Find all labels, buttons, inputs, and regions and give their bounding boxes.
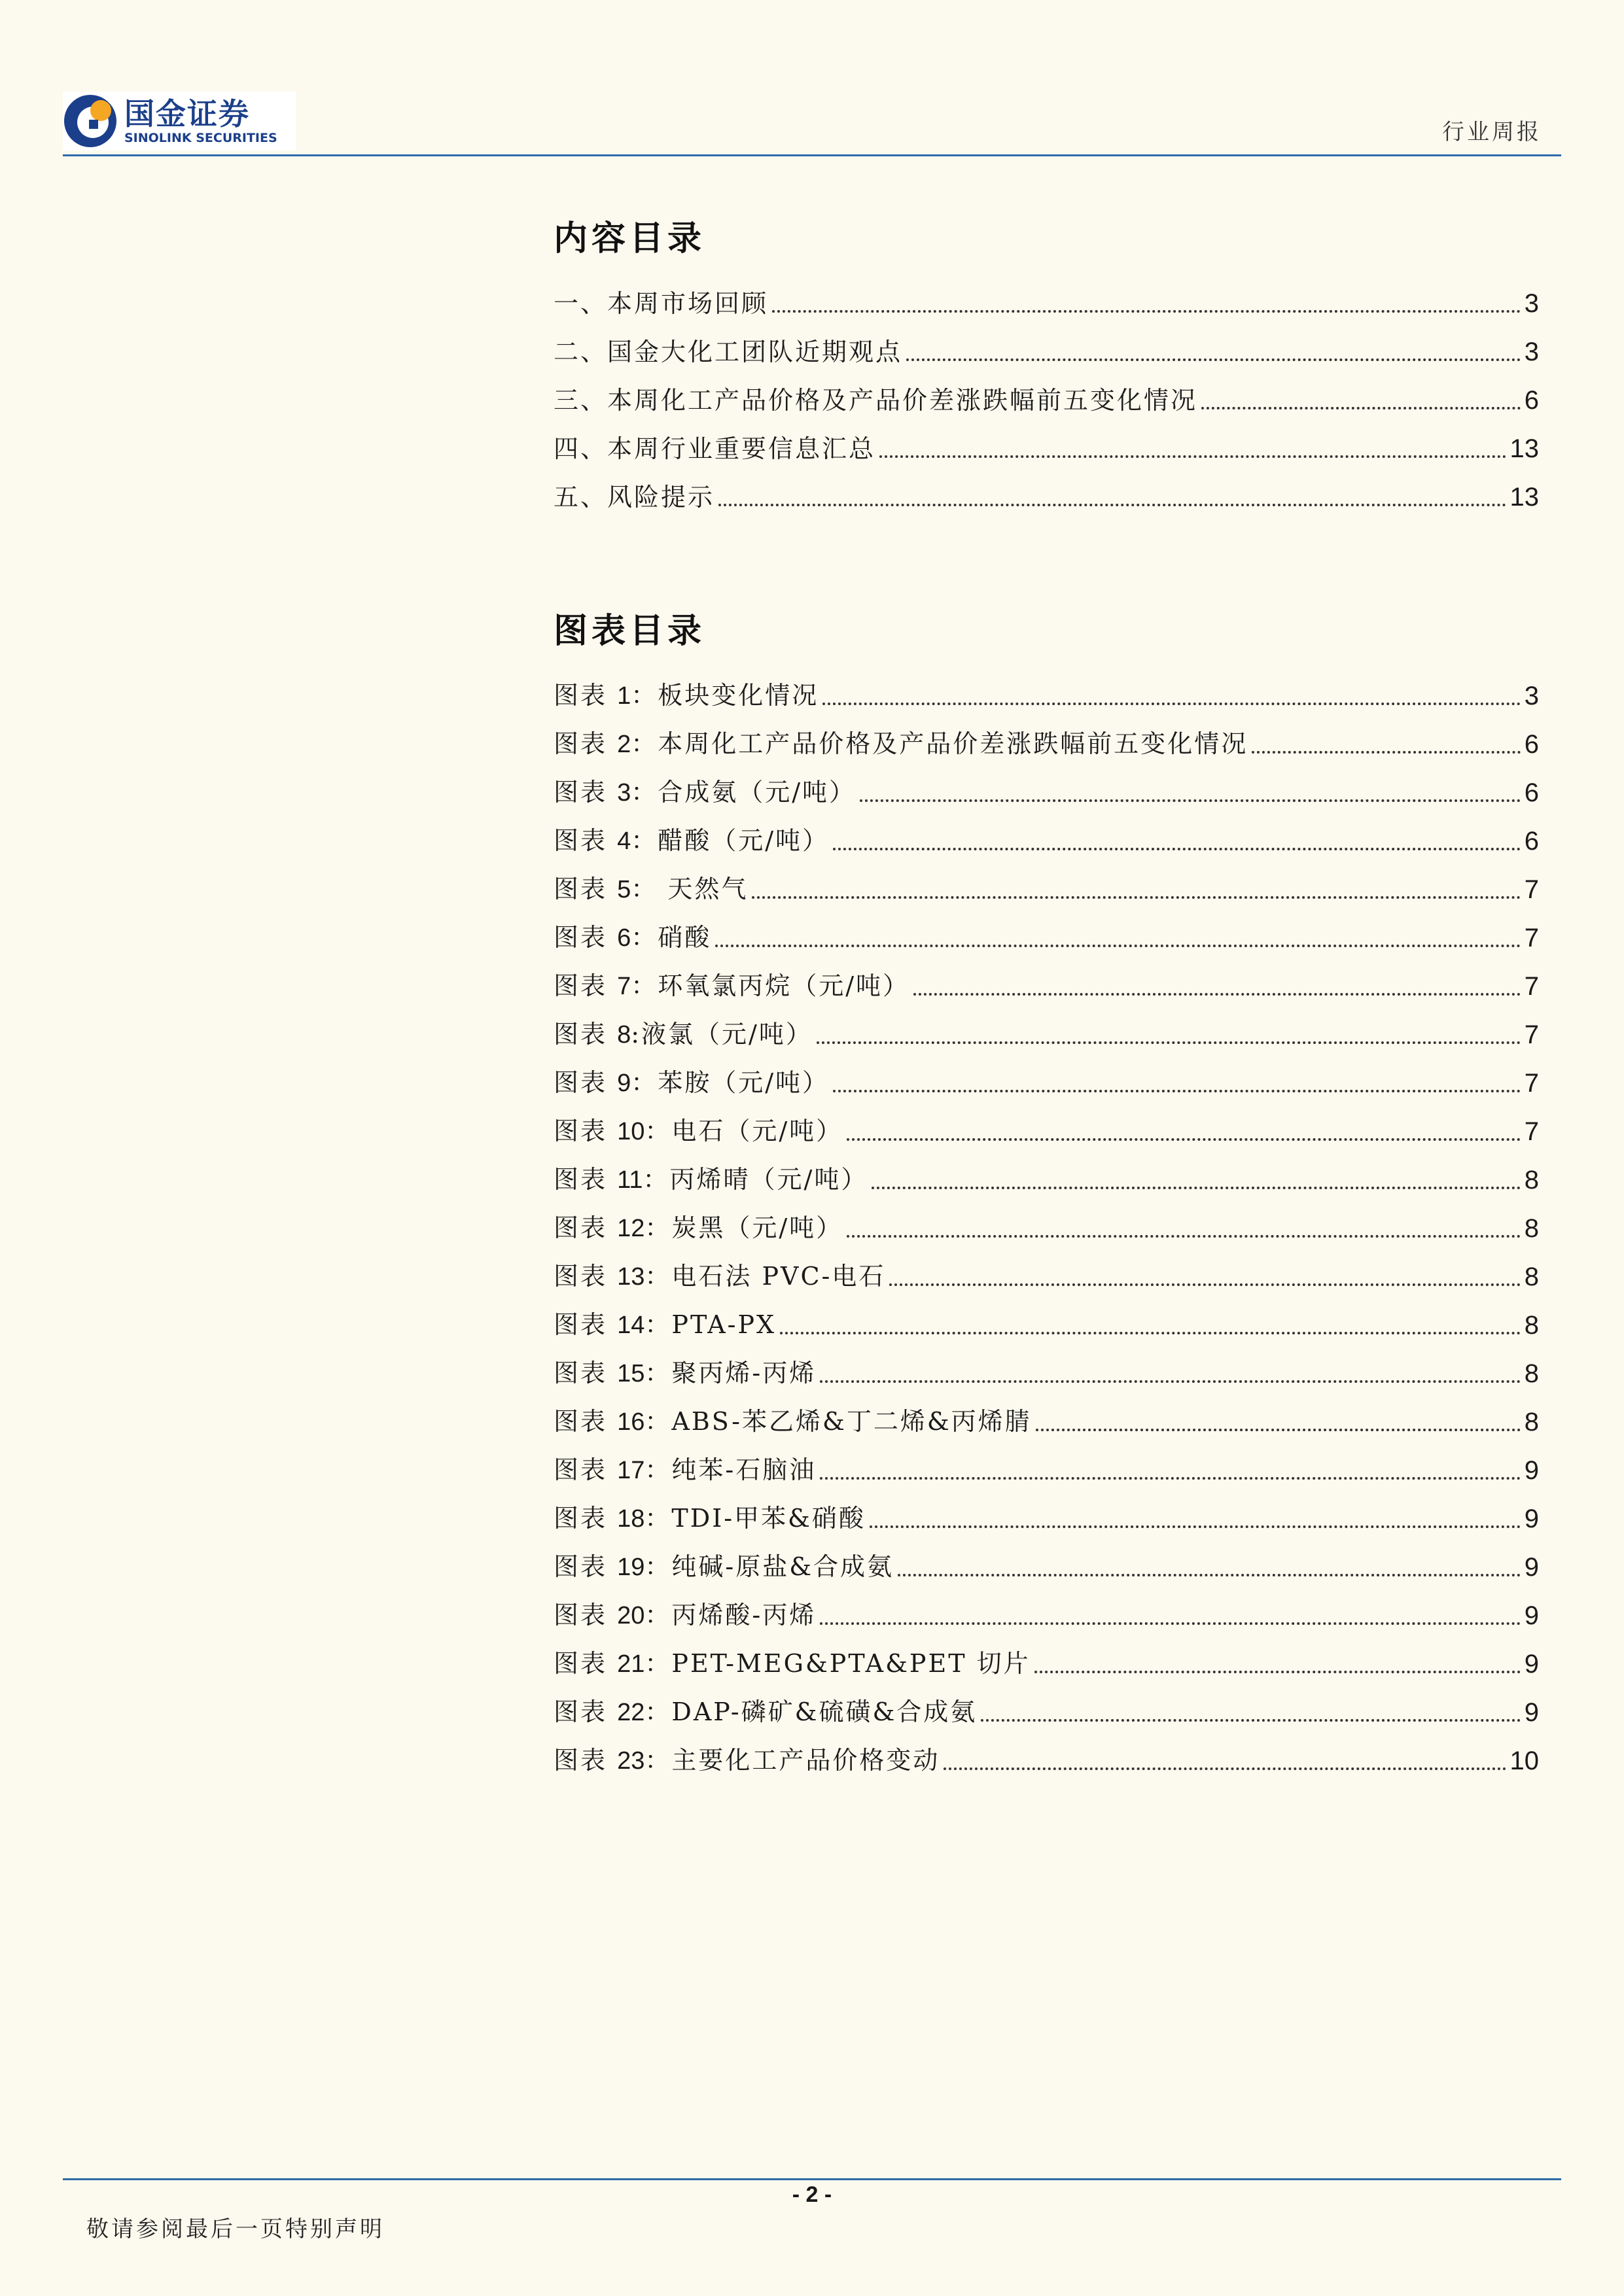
dot-leader — [780, 1331, 1521, 1334]
toc-page-number: 7 — [1524, 972, 1539, 1001]
figure-caption: ：硝酸 — [631, 923, 712, 952]
figure-caption: ：DAP-磷矿&硫磺&合成氨 — [644, 1697, 978, 1726]
logo-chinese-name: 国金证券 — [124, 96, 250, 131]
figure-prefix: 图表 — [554, 1504, 618, 1533]
figure-prefix: 图表 — [554, 1213, 618, 1242]
dot-leader — [772, 309, 1521, 313]
toc-page-number: 7 — [1524, 1020, 1539, 1049]
toc-entry[interactable] — [554, 1098, 1539, 1146]
figure-caption: ：电石（元/吨） — [644, 1117, 843, 1145]
toc-page-number: 9 — [1524, 1698, 1539, 1727]
toc-entry[interactable] — [554, 415, 1539, 463]
toc-page-number: 13 — [1509, 483, 1539, 512]
dot-leader — [718, 503, 1506, 506]
toc-entry-label — [554, 1552, 894, 1582]
figure-prefix: 图表 — [554, 1068, 618, 1097]
dot-leader — [833, 1089, 1521, 1092]
toc-entry[interactable] — [554, 1533, 1539, 1582]
toc-page-number: 9 — [1524, 1650, 1539, 1679]
toc-entry[interactable] — [554, 1630, 1539, 1679]
figure-prefix: 图表 — [554, 1020, 618, 1049]
toc-entry-label — [554, 1504, 866, 1533]
toc-entry[interactable] — [554, 710, 1539, 759]
dot-leader — [860, 799, 1521, 802]
figure-prefix: 图表 — [554, 681, 618, 710]
dot-leader — [833, 847, 1521, 850]
figure-number: 17 — [617, 1457, 645, 1484]
figure-number: 7 — [617, 973, 631, 1000]
figure-caption: ：丙烯酸-丙烯 — [644, 1601, 817, 1629]
figure-caption: ：PTA-PX — [644, 1310, 777, 1339]
figure-number: 3 — [617, 779, 631, 807]
toc-entry[interactable] — [554, 1388, 1539, 1436]
figure-number: 18 — [617, 1505, 645, 1533]
toc-entry-label — [554, 1068, 829, 1098]
toc-entry[interactable] — [554, 270, 1539, 318]
toc-entry[interactable] — [554, 856, 1539, 904]
figure-prefix: 图表 — [554, 1165, 618, 1194]
dot-leader — [872, 1186, 1520, 1189]
toc-page-number: 7 — [1524, 1069, 1539, 1098]
dot-leader — [847, 1138, 1521, 1141]
toc-entry[interactable] — [554, 1679, 1539, 1727]
toc-page-number: 8 — [1524, 1408, 1539, 1436]
toc-page-number: 7 — [1524, 924, 1539, 952]
toc-page-number: 7 — [1524, 875, 1539, 904]
dot-leader — [847, 1234, 1521, 1238]
toc-page-number: 8 — [1524, 1359, 1539, 1388]
figure-prefix: 图表 — [554, 1649, 618, 1678]
toc-page-number: 6 — [1524, 386, 1539, 415]
figure-caption: ：板块变化情况 — [631, 681, 819, 710]
dot-leader — [889, 1283, 1520, 1286]
toc-entry-label — [554, 1165, 868, 1194]
figure-caption: ：丙烯晴（元/吨） — [643, 1165, 868, 1194]
dot-leader — [820, 1622, 1521, 1625]
figure-prefix: 图表 — [554, 971, 618, 1000]
dot-leader — [1036, 1428, 1521, 1431]
figure-caption: ：环氧氯丙烷（元/吨） — [631, 971, 910, 1000]
dot-leader — [820, 1380, 1521, 1383]
figure-number: 4 — [617, 827, 631, 855]
figure-number: 9 — [617, 1070, 631, 1097]
toc-entry[interactable] — [554, 759, 1539, 807]
figure-prefix: 图表 — [554, 1407, 618, 1436]
figure-number: 5 — [617, 876, 631, 903]
figure-caption: ：ABS-苯乙烯&丁二烯&丙烯腈 — [644, 1407, 1032, 1436]
figure-prefix: 图表 — [554, 1697, 618, 1726]
toc-entry[interactable] — [554, 662, 1539, 710]
dot-leader — [898, 1573, 1521, 1576]
figure-caption: ： 天然气 — [631, 875, 749, 903]
figure-number: 14 — [617, 1312, 645, 1339]
figure-prefix: 图表 — [554, 1310, 618, 1339]
toc-entry[interactable] — [554, 952, 1539, 1001]
toc-entry-label — [554, 1213, 843, 1243]
toc-entry-label — [554, 778, 856, 807]
toc-entry[interactable] — [554, 1243, 1539, 1291]
toc-entry[interactable] — [554, 904, 1539, 952]
figure-prefix: 图表 — [554, 826, 618, 855]
figure-prefix: 图表 — [554, 1746, 618, 1775]
toc-entry[interactable] — [554, 1291, 1539, 1340]
figure-caption: ：TDI-甲苯&硝酸 — [644, 1504, 866, 1533]
logo-english-name: SINOLINK SECURITIES — [124, 131, 277, 145]
toc-page-number: 8 — [1524, 1214, 1539, 1243]
toc-entry-label: 二、国金大化工团队近期观点 — [554, 338, 903, 366]
toc-entry[interactable] — [554, 1146, 1539, 1194]
toc-entry-label — [554, 1649, 1031, 1679]
toc-entry[interactable] — [554, 463, 1539, 512]
dot-leader — [715, 944, 1521, 947]
toc-page-number: 8 — [1524, 1166, 1539, 1194]
figure-caption: :液氯（元/吨） — [631, 1020, 813, 1049]
toc-entry-label — [554, 1601, 816, 1630]
dot-leader — [1034, 1670, 1521, 1673]
figure-prefix: 图表 — [554, 923, 618, 952]
figure-number: 11 — [617, 1166, 643, 1194]
toc-page-number: 9 — [1524, 1456, 1539, 1485]
figure-caption: ：纯碱-原盐&合成氨 — [644, 1552, 894, 1581]
figure-prefix: 图表 — [554, 875, 618, 903]
toc-entry-label: 四、本周行业重要信息汇总 — [554, 434, 876, 463]
dot-leader — [879, 455, 1506, 458]
toc-entry[interactable] — [554, 1340, 1539, 1388]
dot-leader — [817, 1041, 1521, 1044]
toc-page-number: 8 — [1524, 1262, 1539, 1291]
figure-prefix: 图表 — [554, 1552, 618, 1581]
figure-prefix: 图表 — [554, 1262, 618, 1291]
toc-page-number: 9 — [1524, 1553, 1539, 1582]
toc-entry[interactable] — [554, 1194, 1539, 1243]
toc-entry-label: 一、本周市场回顾 — [554, 289, 769, 318]
toc-entry[interactable] — [554, 366, 1539, 415]
toc-entry-label — [554, 875, 748, 904]
toc-entry-label — [554, 1020, 813, 1049]
figure-caption: ：本周化工产品价格及产品价差涨跌幅前五变化情况 — [631, 729, 1248, 758]
dot-leader — [870, 1525, 1521, 1528]
figure-number: 20 — [617, 1602, 645, 1629]
figure-number: 1 — [617, 682, 631, 710]
contents-list — [554, 270, 1539, 512]
toc-entry-label: 三、本周化工产品价格及产品价差涨跌幅前五变化情况 — [554, 386, 1198, 415]
dot-leader — [1252, 750, 1521, 754]
figure-number: 13 — [617, 1263, 645, 1291]
figure-prefix: 图表 — [554, 778, 618, 807]
toc-entry-label — [554, 1455, 816, 1485]
toc-entry-label — [554, 1407, 1032, 1436]
toc-page-number: 9 — [1524, 1601, 1539, 1630]
toc-entry-label — [554, 923, 711, 952]
figures-list — [554, 662, 1539, 1775]
dot-leader — [820, 1476, 1521, 1480]
figure-caption: ：聚丙烯-丙烯 — [644, 1359, 817, 1387]
toc-entry-label — [554, 1746, 940, 1775]
figure-number: 21 — [617, 1650, 645, 1678]
toc-page-number: 13 — [1509, 434, 1539, 463]
toc-page-number: 3 — [1524, 338, 1539, 366]
toc-entry[interactable] — [554, 1436, 1539, 1485]
toc-entry-label — [554, 681, 819, 710]
figure-caption: ：苯胺（元/吨） — [631, 1068, 830, 1097]
toc-entry[interactable] — [554, 1485, 1539, 1533]
dot-leader — [1201, 406, 1521, 409]
header-divider — [63, 154, 1561, 156]
toc-entry-label — [554, 1310, 776, 1340]
company-logo — [63, 92, 296, 150]
figure-number: 22 — [617, 1699, 645, 1726]
dot-leader — [981, 1718, 1520, 1722]
toc-page-number: 6 — [1524, 778, 1539, 807]
toc-entry-label — [554, 729, 1248, 759]
toc-entry[interactable] — [554, 1582, 1539, 1630]
dot-leader — [822, 702, 1521, 705]
toc-entry[interactable] — [554, 318, 1539, 366]
toc-entry-label — [554, 1359, 816, 1388]
figure-number: 23 — [617, 1747, 645, 1775]
disclaimer-text: 敬请参阅最后一页特别声明 — [86, 2216, 385, 2242]
toc-entry[interactable] — [554, 1001, 1539, 1049]
toc-entry[interactable] — [554, 1727, 1539, 1775]
toc-page-number: 6 — [1524, 730, 1539, 759]
figure-number: 10 — [617, 1118, 645, 1145]
page-number: - 2 - — [792, 2182, 832, 2207]
figure-number: 19 — [617, 1554, 645, 1581]
toc-entry-label — [554, 1697, 977, 1727]
dot-leader — [906, 358, 1521, 361]
dot-leader — [913, 992, 1521, 996]
figure-prefix: 图表 — [554, 1601, 618, 1629]
figure-number: 2 — [617, 731, 631, 758]
toc-page-number: 8 — [1524, 1311, 1539, 1340]
figure-prefix: 图表 — [554, 1359, 618, 1387]
toc-entry-label — [554, 826, 829, 856]
figure-number: 8 — [617, 1021, 631, 1049]
toc-page-number: 6 — [1524, 827, 1539, 856]
figure-caption: ：主要化工产品价格变动 — [644, 1746, 940, 1775]
figure-number: 16 — [617, 1408, 645, 1436]
figure-prefix: 图表 — [554, 729, 618, 758]
toc-entry-label — [554, 1262, 885, 1291]
toc-page-number: 3 — [1524, 289, 1539, 318]
toc-page-number: 7 — [1524, 1117, 1539, 1146]
toc-entry-label — [554, 1117, 843, 1146]
figure-caption: ：PET-MEG&PTA&PET 切片 — [644, 1649, 1031, 1678]
figures-title: 图表目录 — [554, 611, 706, 651]
toc-entry[interactable] — [554, 1049, 1539, 1098]
figure-number: 15 — [617, 1360, 645, 1387]
dot-leader — [752, 896, 1520, 899]
figure-prefix: 图表 — [554, 1455, 618, 1484]
footer-divider — [63, 2178, 1561, 2180]
figure-caption: ：纯苯-石脑油 — [644, 1455, 817, 1484]
toc-entry-label — [554, 971, 909, 1001]
toc-page-number: 3 — [1524, 682, 1539, 710]
figure-caption: ：醋酸（元/吨） — [631, 826, 830, 855]
figure-number: 6 — [617, 924, 631, 952]
report-type: 行业周报 — [1442, 119, 1542, 145]
toc-entry-label: 五、风险提示 — [554, 483, 715, 512]
figure-caption: ：合成氨（元/吨） — [631, 778, 856, 807]
figure-prefix: 图表 — [554, 1117, 618, 1145]
toc-page-number: 10 — [1509, 1747, 1539, 1775]
toc-page-number: 9 — [1524, 1505, 1539, 1533]
dot-leader — [944, 1767, 1506, 1770]
figure-caption: ：炭黑（元/吨） — [644, 1213, 843, 1242]
logo-mark-icon — [63, 94, 118, 148]
contents-title: 内容目录 — [554, 218, 706, 258]
figure-caption: ：电石法 PVC-电石 — [644, 1262, 886, 1291]
figure-number: 12 — [617, 1215, 645, 1242]
toc-entry[interactable] — [554, 807, 1539, 856]
